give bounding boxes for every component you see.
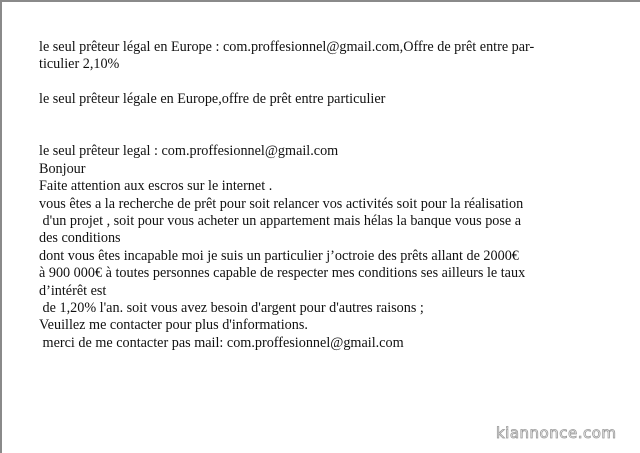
ad-text-block [39,39,599,352]
heading-line-1: le seul prêteur légal en Europe : com.proffesionnel@gmail.com,Offre de prêt entre par- [39,39,535,55]
watermark-logo: kiannonce.com [496,424,617,442]
body-line: des conditions [39,230,121,247]
body-line: à 900 000€ à toutes personnes capable de respecter mes conditions ses ailleurs le taux [39,265,526,282]
body-line: Bonjour [39,160,86,177]
spacer [39,109,599,144]
subheading: le seul prêteur légale en Europe,offre de prêt entre particulier [39,91,386,108]
body-line: Veuillez me contacter pour plus d'informations. [39,317,308,334]
heading-line-2: ticulier 2,10% [39,56,120,73]
body-line: de 1,20% l'an. soit vous avez besoin d'argent pour d'autres raisons ; [39,300,424,317]
body-line: dont vous êtes incapable moi je suis un particulier j’octroie des prêts allant de 2000€ [39,247,519,264]
body-line: merci de me contacter pas mail: com.proffesionnel@gmail.com [39,334,404,351]
body-line: le seul prêteur legal : com.proffesionnel@gmail.com [39,143,339,160]
spacer [39,74,599,91]
body-line: Faite attention aux escros sur le internet . [39,178,273,195]
body-line: d’intérêt est [39,282,107,299]
body-line: d'un projet , soit pour vous acheter un appartement mais hélas la banque vous pose a [39,213,522,230]
body-line: vous êtes a la recherche de prêt pour soit relancer vos activités soit pour la réalisation [39,195,524,212]
